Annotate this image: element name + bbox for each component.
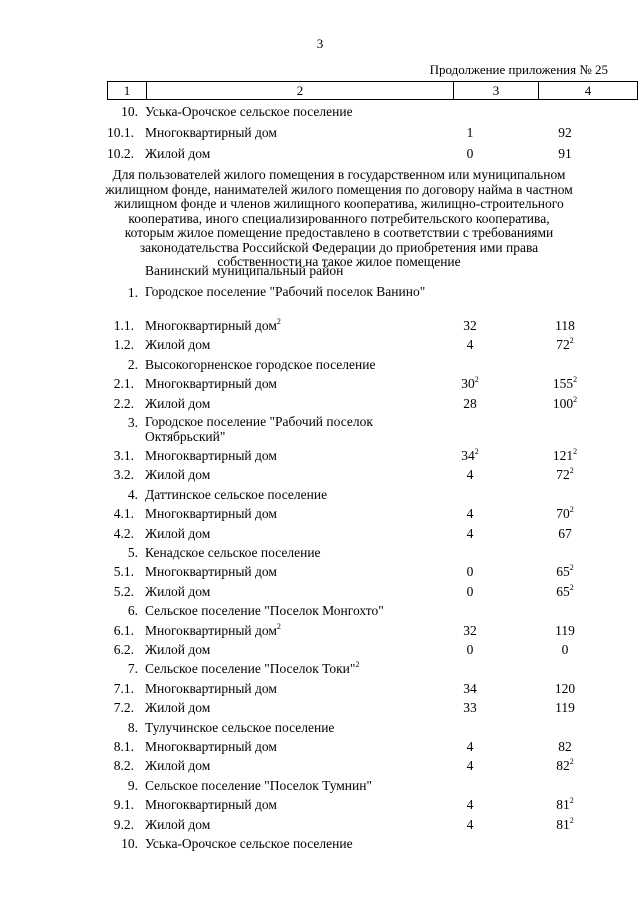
row-label: Городское поселение "Рабочий поселок Ванино" [145, 284, 426, 299]
value-col-3: $30^2$ [461, 375, 479, 392]
value-col-3: 34 [463, 680, 477, 696]
row-number: 10. [121, 104, 138, 119]
row-label: Жилой дом [145, 583, 211, 599]
value-col-4: 91 [558, 146, 572, 161]
footnote-marker: 2 [569, 582, 574, 592]
table-row [0, 317, 640, 335]
value-col-3: 4 [466, 816, 474, 832]
page-number: 3 [316, 36, 324, 51]
footnote-marker: 2 [569, 336, 574, 346]
row-number: 8.1. [113, 739, 134, 754]
value-col-4: $155^2$ [552, 375, 578, 392]
value-col-3: 0 [466, 583, 474, 599]
value-col-4: $72^2$ [556, 336, 574, 353]
intro-paragraph: Для пользователей жилого помещения в государственном или муниципальном жилищном фонде, нанимателей жилого помещения по договору найма в частном жилищном фонде и членов жилищного кооператива, жилищно-строительного кооператива, иного специализированного потребительского кооператива, которым жилое помещение предоставлено в соответствии с требованиями законодательства Российской Федерации до приобретения ими права собственности на такое жилое помещение [105, 167, 573, 269]
value-col-4: $81^2$ [556, 796, 574, 813]
row-label: Даттинское сельское поселение [145, 486, 328, 502]
value-col-3: 4 [466, 467, 474, 483]
row-label: Многоквартирный дом [145, 680, 277, 696]
row-number: 10. [121, 836, 138, 851]
district-title: Ванинский муниципальный район [145, 263, 344, 278]
table-row [0, 145, 640, 163]
value-col-3: 4 [466, 525, 474, 541]
table-row [0, 757, 640, 775]
row-label: Сельское поселение "Поселок Монгохто" [145, 603, 384, 619]
value-col-4: 119 [555, 700, 575, 716]
row-number: 6. [127, 603, 138, 619]
column-header-table [107, 81, 638, 100]
footnote-marker: 2 [569, 563, 574, 573]
row-number: 1.1. [113, 318, 134, 333]
row-label: Жилой дом [145, 700, 211, 716]
value-col-4: $100^2$ [552, 394, 578, 411]
row-label: Тулучинское сельское поселение [145, 719, 335, 735]
section-row [0, 486, 640, 504]
footnote-marker: 2 [569, 796, 574, 806]
table-row [0, 395, 640, 413]
table-row [0, 738, 640, 756]
table-row [0, 375, 640, 393]
footnote-marker: 2 [569, 505, 574, 515]
row-number: 1.2. [113, 337, 134, 353]
row-label: Многоквартирный дом$^2$ [145, 317, 281, 333]
row-number: 4.1. [113, 506, 134, 522]
value-col-4: 0 [561, 642, 569, 657]
row-label: Сельское поселение "Поселок Токи"$^2$ [145, 660, 360, 677]
row-label: Многоквартирный дом [145, 739, 277, 754]
footnote-marker: 2 [276, 621, 281, 631]
section-row [0, 835, 640, 853]
row-label: Кенадское сельское поселение [145, 545, 321, 560]
row-label: Жилой дом [145, 467, 211, 483]
row-number: 5.1. [113, 564, 134, 580]
footnote-marker: 2 [573, 375, 578, 385]
row-label: Уська-Орочское сельское поселение [145, 836, 353, 851]
footnote-marker: 2 [569, 815, 574, 825]
value-col-4: 119 [555, 622, 575, 638]
row-label: Высокогорненское городское поселение [145, 356, 376, 372]
value-col-4: $72^2$ [556, 466, 574, 483]
table-row [0, 466, 640, 484]
row-number: 2. [127, 356, 138, 372]
value-col-3: 32 [463, 318, 477, 333]
row-label: Городское поселение "Рабочий поселок Октябрьский" [145, 414, 373, 444]
row-number: 7. [127, 661, 138, 677]
value-col-3: 32 [463, 622, 477, 638]
footnote-marker: 2 [573, 394, 578, 404]
header-col-1: 1 [108, 82, 147, 100]
district-row [0, 262, 640, 280]
table-row [0, 796, 640, 814]
section-row [0, 544, 640, 562]
table-row [0, 336, 640, 354]
table-row [0, 525, 640, 543]
section-row [0, 660, 640, 678]
row-label: Многоквартирный дом [145, 448, 277, 463]
row-label: Жилой дом [145, 337, 211, 353]
value-col-4: 67 [558, 525, 572, 541]
row-number: 6.1. [113, 622, 134, 638]
section-row [0, 103, 640, 121]
value-col-3: 4 [466, 758, 474, 774]
row-label: Уська-Орочское сельское поселение [145, 104, 353, 119]
row-label: Жилой дом [145, 146, 211, 161]
table-row [0, 680, 640, 698]
value-col-3: 33 [463, 700, 477, 716]
value-col-3: $34^2$ [461, 447, 479, 463]
row-number: 1. [127, 285, 138, 300]
value-col-4: $121^2$ [552, 447, 578, 463]
value-col-4: $70^2$ [556, 505, 574, 522]
row-number: 4. [127, 486, 138, 502]
value-col-3: 4 [466, 506, 474, 522]
value-col-4: 92 [558, 125, 572, 140]
row-label: Многоквартирный дом [145, 125, 277, 140]
table-row [0, 583, 640, 601]
value-col-4: $81^2$ [556, 815, 574, 832]
row-number: 7.2. [113, 700, 134, 716]
row-number: 10.2. [107, 146, 134, 161]
value-col-3: 0 [466, 642, 474, 657]
row-number: 2.1. [113, 376, 134, 392]
row-number: 4.2. [113, 525, 134, 541]
footnote-marker: 2 [276, 317, 281, 326]
row-number: 10.1. [107, 125, 134, 140]
header-col-3: 3 [454, 82, 539, 100]
row-number: 9.2. [113, 816, 134, 832]
table-row [0, 641, 640, 659]
value-col-3: 4 [466, 797, 474, 813]
header-col-2: 2 [147, 82, 454, 100]
section-row [0, 777, 640, 795]
value-col-4: $82^2$ [556, 757, 574, 774]
value-col-4: 118 [555, 318, 575, 333]
row-label: Многоквартирный дом [145, 506, 277, 522]
table-row [0, 447, 640, 465]
row-number: 2.2. [113, 395, 134, 411]
value-col-3: 4 [466, 739, 474, 754]
table-row [0, 563, 640, 581]
row-label: Многоквартирный дом$^2$ [145, 621, 281, 638]
row-label: Сельское поселение "Поселок Тумнин" [145, 777, 372, 793]
footnote-marker: 2 [573, 447, 578, 456]
section-row [0, 356, 640, 374]
value-col-3: 0 [466, 564, 474, 580]
row-number: 9.1. [113, 797, 134, 813]
row-label: Жилой дом [145, 525, 211, 541]
table-row [0, 816, 640, 834]
row-number: 3.1. [113, 448, 134, 463]
value-col-4: $65^2$ [556, 563, 574, 580]
continuation-caption: Продолжение приложения № 25 [429, 62, 608, 77]
row-label: Жилой дом [145, 816, 211, 832]
row-number: 3. [127, 415, 138, 430]
section-row [0, 602, 640, 620]
row-label: Многоквартирный дом [145, 797, 277, 813]
value-col-3: 1 [466, 125, 474, 140]
value-col-4: 82 [558, 739, 572, 754]
table-row [0, 622, 640, 640]
row-label: Многоквартирный дом [145, 376, 277, 392]
section-row [0, 414, 640, 444]
row-number: 8.2. [113, 758, 134, 774]
table-row [0, 505, 640, 523]
row-label: Жилой дом [145, 758, 211, 774]
header-col-4: 4 [539, 82, 638, 100]
value-col-3: 28 [463, 395, 477, 411]
row-number: 6.2. [113, 642, 134, 657]
row-number: 5. [127, 545, 138, 560]
footnote-marker: 2 [355, 660, 360, 670]
value-col-3: 0 [466, 146, 474, 161]
footnote-marker: 2 [569, 466, 574, 476]
row-number: 5.2. [113, 583, 134, 599]
row-number: 7.1. [113, 680, 134, 696]
section-row [0, 719, 640, 737]
row-label: Многоквартирный дом [145, 564, 277, 580]
table-row [0, 124, 640, 142]
table-row [0, 699, 640, 717]
footnote-marker: 2 [569, 757, 574, 767]
row-number: 3.2. [113, 467, 134, 483]
value-col-4: $65^2$ [556, 582, 574, 599]
row-label: Жилой дом [145, 395, 211, 411]
value-col-3: 4 [466, 337, 474, 353]
footnote-marker: 2 [474, 375, 479, 385]
row-number: 8. [127, 719, 138, 735]
row-number: 9. [127, 777, 138, 793]
footnote-marker: 2 [474, 447, 479, 456]
value-col-4: 120 [554, 680, 576, 696]
section-row [0, 284, 640, 302]
row-label: Жилой дом [145, 642, 211, 657]
